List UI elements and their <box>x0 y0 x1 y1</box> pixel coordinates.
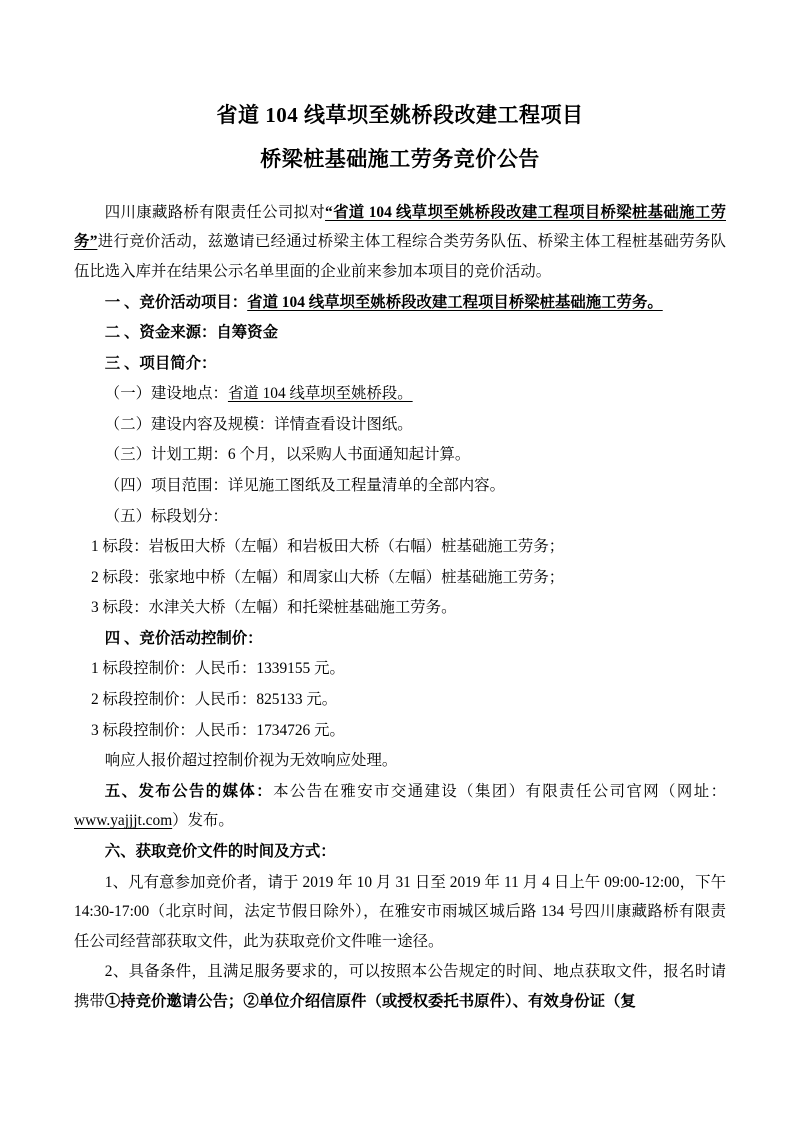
section-item-3 <box>74 349 726 379</box>
intro-quoted-project: “省道 104 线草坝至姚桥段改建工程项目桥梁桩基础施工劳务” <box>74 203 726 251</box>
section-item-3-sub-3: （三）计划工期：6 个月，以采购人书面通知起计算。 <box>104 446 471 464</box>
control-price-3: 3 标段控制价：人民币：1734726 元。 <box>90 721 345 739</box>
intro-paragraph <box>74 198 726 287</box>
section-item-6-paragraph-2 <box>74 957 726 1016</box>
section-item-4-label: 四 、竞价活动控制价： <box>104 629 263 647</box>
section-item-5-value-a: 本公告在雅安市交通建设（集团）有限责任公司官网（网址： <box>273 782 726 800</box>
section-item-6-paragraph-2-part-b: ①持竞价邀请公告；②单位介绍信原件（或授权委托书原件）、有效身份证（复 <box>104 992 636 1010</box>
section-item-3-sub-1 <box>74 379 726 409</box>
intro-part-2: 进行竞价活动，兹邀请已经通过桥梁主体工程综合类劳务队伍、桥梁主体工程桩基础劳务队伍比选入库并在结果公示名单里面的企业前来参加本项目的竞价活动。 <box>74 233 726 280</box>
section-item-1 <box>74 288 726 318</box>
sub-1-value: 省道 104 线草坝至姚桥段。 <box>227 385 413 403</box>
lot-item-3: 3 标段：水津关大桥（左幅）和托梁桩基础施工劳务。 <box>90 599 457 617</box>
section-item-3-sub-2: （二）建设内容及规模：详情查看设计图纸。 <box>104 415 413 433</box>
control-price-2: 2 标段控制价：人民币：825133 元。 <box>90 691 338 709</box>
control-price-1: 1 标段控制价：人民币：1339155 元。 <box>90 660 345 678</box>
section-item-6 <box>74 837 726 867</box>
section-item-1-label: 一 、竞价活动项目： <box>104 293 248 311</box>
section-item-3-label: 三 、项目简介： <box>104 354 217 372</box>
section-item-6-label: 六、获取竞价文件的时间及方式： <box>104 842 336 860</box>
section-item-2-value: 自筹资金 <box>216 324 278 342</box>
section-item-2-label: 二 、资金来源： <box>104 324 217 342</box>
section-item-5 <box>74 777 726 836</box>
website-link[interactable]: www.yajjjt.com <box>74 812 173 830</box>
document-title-line-2: 桥梁桩基础施工劳务竞价公告 <box>260 146 540 171</box>
section-item-2 <box>74 318 726 348</box>
section-item-3-sub-4: （四）项目范围：详见施工图纸及工程量清单的全部内容。 <box>104 476 505 494</box>
control-price-note: 响应人报价超过控制价视为无效响应处理。 <box>104 752 398 770</box>
sub-1-label: （一）建设地点： <box>104 385 228 403</box>
section-item-5-label: 五、发布公告的媒体： <box>104 782 274 800</box>
section-item-1-value: 省道 104 线草坝至姚桥段改建工程项目桥梁桩基础施工劳务。 <box>247 293 663 311</box>
document-body <box>74 198 726 1017</box>
document-title-line-1: 省道 104 线草坝至姚桥段改建工程项目 <box>216 103 584 127</box>
lot-item-1: 1 标段：岩板田大桥（左幅）和岩板田大桥（右幅）桩基础施工劳务； <box>90 538 565 556</box>
section-item-6-paragraph-1: 1、凡有意参加竞价者，请于 2019 年 10 月 31 日至 2019 年 11 月 4 日上午 09:00-12:00，下午 14:30-17:00（北京时间，法定节假日除外），在雅安市雨城区城后路 134 号四川康藏路桥有限责任公司经营部获取文件，此为获取竞价文件唯一途径。 <box>74 873 726 950</box>
section-item-6-paragraph-2-part-a: 2、具备条件，且满足服务要求的，可以按照本公告规定的时间、地点获取文件，报名时请携带 <box>74 963 726 1010</box>
section-item-3-sub-5: （五）标段划分： <box>104 507 228 525</box>
section-item-4 <box>74 624 726 654</box>
intro-part-1: 四川康藏路桥有限责任公司拟对 <box>104 203 326 221</box>
lot-item-2: 2 标段：张家地中桥（左幅）和周家山大桥（左幅）桩基础施工劳务； <box>90 568 565 586</box>
section-item-5-value-b: ）发布。 <box>172 812 234 830</box>
